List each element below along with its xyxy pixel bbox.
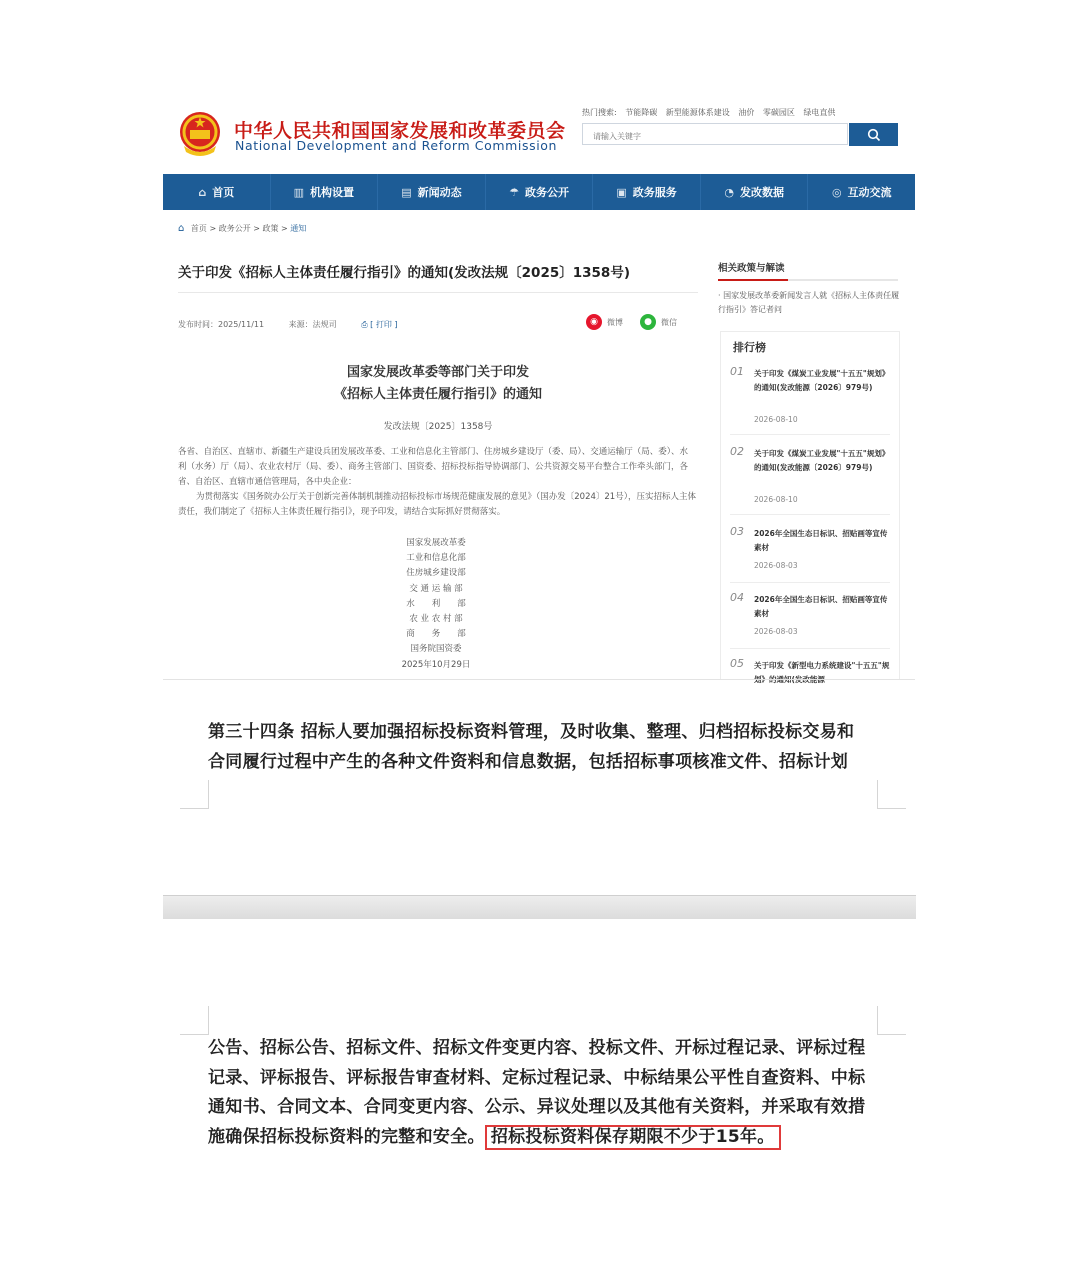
wechat-icon: ● (640, 314, 656, 330)
rank-title: 2026年全国生态日标识、招贴画等宣传素材 (754, 595, 888, 619)
sign-date: 2025年10月29日 (401, 659, 471, 670)
nav-label: 新闻动态 (417, 186, 462, 199)
rank-number: 04 (730, 591, 744, 604)
signer: 国家发展改革委 (406, 538, 466, 548)
main-nav (163, 174, 915, 210)
home-icon: ⌂ (198, 185, 207, 199)
rank-date: 2026-08-10 (754, 495, 798, 504)
hot-search-term[interactable]: 油价 (738, 108, 755, 117)
nav-item-services[interactable] (593, 174, 701, 210)
building-icon: ▥ (293, 185, 305, 199)
search-icon (867, 128, 881, 142)
site-logo-english[interactable]: National Development and Reform Commission (235, 138, 558, 153)
nav-label: 首页 (212, 186, 235, 199)
hot-search-term[interactable]: 绿电直供 (803, 108, 836, 117)
screenshot-edge (163, 679, 915, 680)
breadcrumb-item[interactable]: 首页 (190, 224, 207, 233)
body-paragraph: 为贯彻落实《国务院办公厅关于创新完善体制机制推动招标投标市场规范健康发展的意见》（国办发〔2024〕21号），压实招标人主体责任，我们制定了《招标人主体责任履行指引》，现予印发，请结合实际抓好贯彻落实。 (178, 492, 696, 517)
breadcrumb (178, 223, 306, 234)
rank-divider (730, 514, 890, 515)
nav-label: 发改数据 (739, 186, 784, 199)
signer: 农 业 农 村 部 (409, 614, 463, 625)
home-icon[interactable]: ⌂ (178, 223, 185, 234)
weibo-icon: ◉ (586, 314, 602, 330)
rank-date: 2026-08-03 (754, 627, 798, 636)
ranking-item[interactable] (730, 657, 890, 679)
signers-list (386, 536, 486, 673)
nav-item-news[interactable] (378, 174, 486, 210)
title-divider (178, 292, 698, 293)
page-corner-mark (180, 780, 209, 809)
page-corner-mark (180, 1006, 209, 1035)
article-source: 来源：法规司 (288, 320, 337, 329)
breadcrumb-current: 通知 (290, 224, 307, 233)
rank-title: 关于印发《煤炭工业发展"十五五"规划》的通知(发改能源〔2026〕979号) (754, 369, 890, 393)
breadcrumb-separator: > (278, 224, 291, 233)
hot-search-term[interactable]: 节能降碳 (625, 108, 658, 117)
nav-item-data[interactable] (701, 174, 809, 210)
rank-divider (730, 434, 890, 435)
related-policies-heading: 相关政策与解读 (718, 263, 785, 274)
rank-title: 2026年全国生态日标识、招贴画等宣传素材 (754, 529, 888, 553)
related-policy-text: 国家发展改革委新闻发言人就《招标人主体责任履行指引》答记者问 (718, 291, 900, 314)
breadcrumb-separator: > (250, 224, 263, 233)
ranking-item[interactable] (730, 445, 890, 515)
page-corner-mark (877, 1006, 906, 1035)
print-label: [ 打印 ] (370, 320, 398, 329)
umbrella-icon: ☂ (509, 185, 519, 199)
article-meta (178, 319, 441, 330)
nav-item-home[interactable] (163, 174, 271, 210)
rank-number: 02 (730, 445, 744, 458)
highlighted-retention-period: 招标投标资料保存期限不少于15年。 (485, 1125, 781, 1150)
hot-search-term[interactable]: 零碳园区 (762, 108, 795, 117)
rank-title: 关于印发《新型电力系统建设"十五五"规 (754, 661, 890, 670)
excerpt-article-34-bottom (208, 1034, 868, 1152)
search-input[interactable] (583, 127, 847, 147)
excerpt-bottom-text: 公告、招标公告、招标文件、招标文件变更内容、投标文件、开标过程记录、评标过程记录、评标报告、评标报告审查材料、定标过程记录、中标结果公平性自查资料、中标通知书、合同文本、合同变更内容、公示、异议处理以及其他有关资料，并采取有效措施确保招标投标资料的完整和安全。 (208, 1038, 866, 1147)
document-heading-line-2: 《招标人主体责任履行指引》的通知 (333, 387, 542, 402)
rank-divider (730, 648, 890, 649)
nav-label: 政务服务 (632, 186, 677, 199)
page-break-line (163, 895, 916, 896)
hot-search-term[interactable]: 新型能源体系建设 (665, 108, 730, 117)
document-heading-line-1: 国家发展改革委等部门关于印发 (346, 365, 529, 380)
signer: 交 通 运 输 部 (409, 583, 463, 594)
signer: 工业和信息化部 (406, 553, 466, 564)
breadcrumb-separator: > (206, 224, 219, 233)
nav-item-interaction[interactable] (808, 174, 915, 210)
publish-time: 发布时间：2025/11/11 (178, 320, 265, 329)
ranking-item[interactable] (730, 591, 890, 649)
share-wechat-label: 微信 (661, 317, 677, 327)
breadcrumb-item[interactable]: 政策 (262, 224, 279, 233)
signer: 住房城乡建设部 (406, 568, 466, 579)
signer: 水 利 部 (406, 598, 466, 609)
signer: 国务院国资委 (410, 644, 462, 655)
search-field (582, 123, 848, 145)
ranking-item[interactable] (730, 525, 890, 583)
chat-icon: ◎ (831, 185, 842, 199)
hot-search (582, 107, 841, 118)
document-number: 发改法规〔2025〕1358号 (383, 422, 493, 432)
related-policy-link[interactable]: · 国家发展改革委新闻发言人就《招标人主体责任履行指引》答记者问 (718, 291, 900, 314)
nav-label: 政务公开 (524, 186, 569, 199)
page-corner-mark (877, 780, 906, 809)
search-button[interactable] (849, 123, 898, 146)
rank-date: 2026-08-03 (754, 561, 798, 570)
article-title: 关于印发《招标人主体责任履行指引》的通知(发改法规〔2025〕1358号) (178, 265, 630, 281)
page-break-band (163, 895, 916, 919)
hot-search-label: 热门搜索: (582, 108, 617, 117)
nav-label: 机构设置 (310, 186, 355, 199)
site-logo-chinese[interactable]: 中华人民共和国国家发展和改革委员会 (234, 120, 566, 142)
pie-chart-icon: ◔ (724, 185, 734, 199)
service-icon: ▣ (616, 185, 627, 199)
rank-number: 03 (730, 525, 744, 538)
national-emblem-icon (178, 110, 222, 158)
rank-date: 2026-08-10 (754, 415, 798, 424)
share-weibo-label: 微博 (607, 317, 623, 327)
rank-title: 关于印发《煤炭工业发展"十五五"规划》的通知(发改能源〔2026〕979号) (754, 449, 890, 473)
signer: 商 务 部 (406, 629, 466, 640)
nav-item-government-affairs[interactable] (486, 174, 594, 210)
sidebar-divider-accent (718, 279, 788, 281)
news-icon: ▤ (401, 185, 412, 199)
nav-item-organization[interactable] (271, 174, 379, 210)
rank-number: 05 (730, 657, 744, 670)
ranking-item[interactable] (730, 365, 890, 435)
rank-divider (730, 582, 890, 583)
ranking-heading: 排行榜 (733, 341, 766, 354)
rank-number: 01 (730, 365, 744, 378)
nav-label: 互动交流 (847, 186, 892, 199)
excerpt-article-34-top: 第三十四条 招标人要加强招标投标资料管理，及时收集、整理、归档招标投标交易和合同履行过程中产生的各种文件资料和信息数据，包括招标事项核准文件、招标计划 (208, 722, 855, 772)
addressee-paragraph: 各省、自治区、直辖市、新疆生产建设兵团发展改革委、工业和信息化主管部门、住房城乡建设厅（委、局）、交通运输厅（局、委）、水利（水务）厅（局）、农业农村厅（局、委）、商务主管部门、国资委、招标投标指导协调部门、公共资源交易平台整合工作牵头部门，各省、自治区、直辖市通信管理局，各中央企业： (178, 447, 689, 487)
print-link[interactable]: ⎙ [ 打印 ] (361, 320, 398, 329)
breadcrumb-item[interactable]: 政务公开 (218, 224, 251, 233)
share-wechat-button[interactable] (640, 314, 677, 330)
share-weibo-button[interactable] (586, 314, 623, 330)
